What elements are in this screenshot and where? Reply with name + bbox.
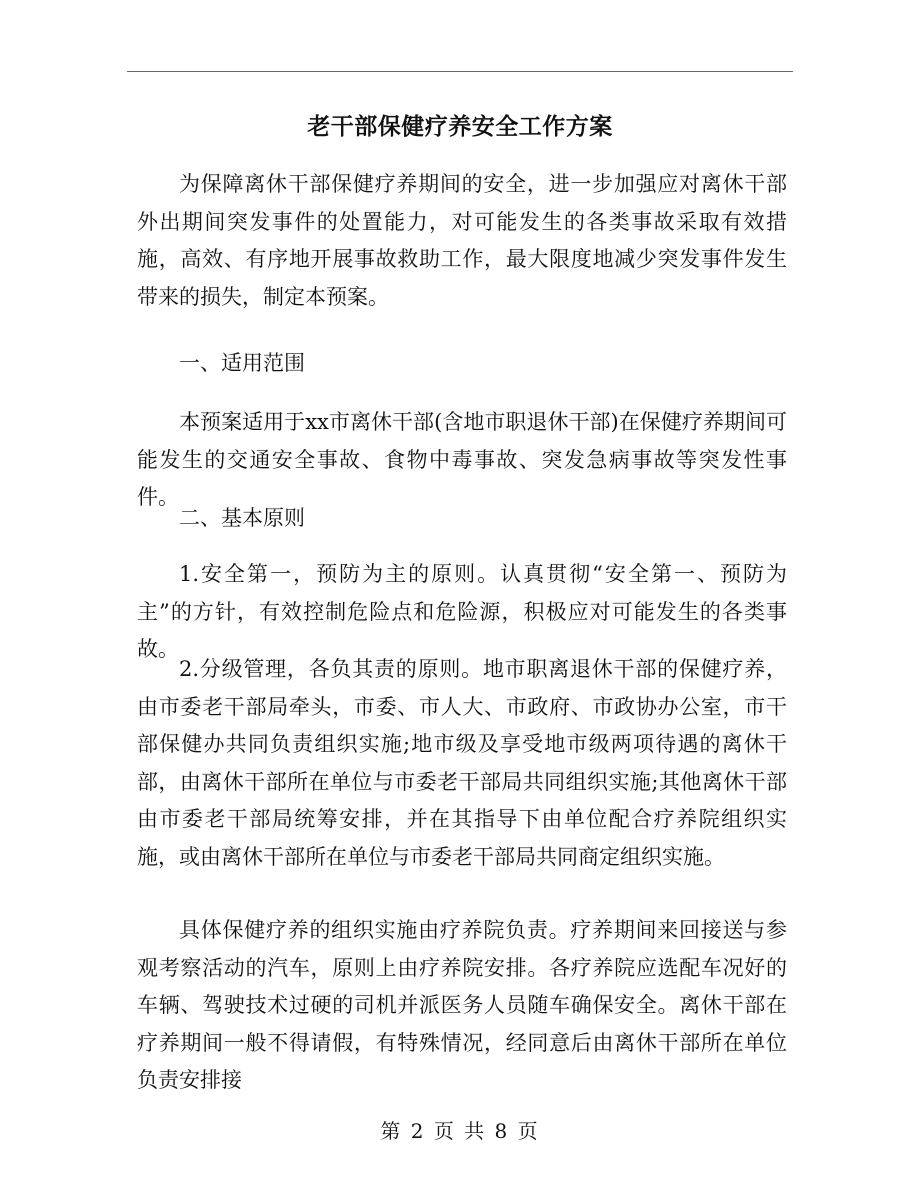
section-heading-scope: 一、适用范围 [179, 351, 305, 375]
scope-paragraph: 本预案适用于xx市离休干部(含地市职退休干部)在保健疗养期间可能发生的交通安全事故、食物中毒事故、突发急病事故等突发性事件。 [137, 410, 787, 509]
principle-2-paragraph: 2.分级管理，各负其责的原则。地市职离退休干部的保健疗养，由市委老干部局牵头，市委、市人大、市政府、市政协办公室，市干部保健办共同负责组织实施;地市级及享受地市级两项待遇的离休干部，由离休干部所在单位与市委老干部局共同组织实施;其他离休干部由市委老干部局统筹安排，并在其指导下由单位配合疗养院组织实施，或由离休干部所在单位与市委老干部局共同商定组织实施。 [137, 657, 787, 869]
principle-1-paragraph: 1.安全第一，预防为主的原则。认真贯彻“安全第一、预防为主”的方针，有效控制危险点和危险源，积极应对可能发生的各类事故。 [137, 562, 787, 661]
document-title: 老干部保健疗养安全工作方案 [307, 113, 613, 140]
header-rule [127, 71, 793, 72]
implementation-paragraph: 具体保健疗养的组织实施由疗养院负责。疗养期间来回接送与参观考察活动的汽车，原则上由疗养院安排。各疗养院应选配车况好的车辆、驾驶技术过硬的司机并派医务人员随车确保安全。离休干部在疗养期间一般不得请假，有特殊情况，经同意后由离休干部所在单位负责安排接 [137, 918, 787, 1092]
intro-paragraph: 为保障离休干部保健疗养期间的安全，进一步加强应对离休干部外出期间突发事件的处置能力，对可能发生的各类事故采取有效措施，高效、有序地开展事故救助工作，最大限度地减少突发事件发生带来的损失，制定本预案。 [137, 172, 787, 309]
section-heading-principles: 二、基本原则 [179, 506, 305, 530]
page-number-footer: 第 2 页 共 8 页 [380, 1119, 540, 1143]
